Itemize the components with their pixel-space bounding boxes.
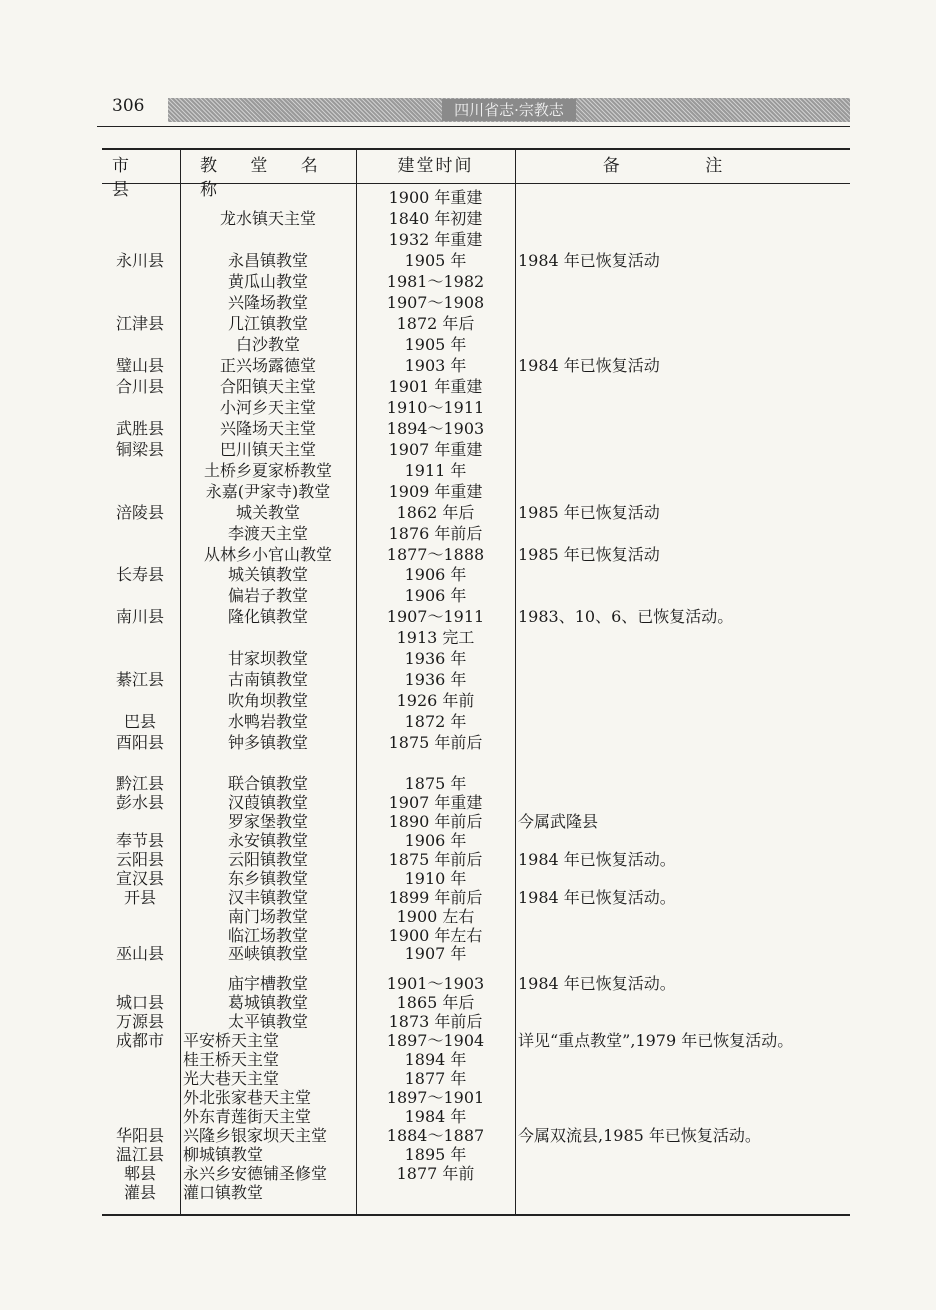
church-name-cell: 灌口镇教堂 bbox=[183, 1183, 264, 1202]
build-time-cell: 1897～1901 bbox=[386, 1088, 485, 1107]
county-cell: 涪陵县 bbox=[115, 503, 164, 522]
build-time-cell: 1897～1904 bbox=[386, 1031, 485, 1050]
build-time-cell: 1901～1903 bbox=[386, 974, 485, 993]
column-header-note: 备 注 bbox=[602, 156, 763, 176]
build-time-cell: 1862 年后 bbox=[396, 503, 475, 522]
church-name-cell: 古南镇教堂 bbox=[227, 670, 308, 689]
build-time-cell: 1865 年后 bbox=[396, 993, 475, 1012]
church-name-cell: 桂王桥天主堂 bbox=[183, 1050, 280, 1069]
note-cell: 1985 年已恢复活动 bbox=[518, 545, 660, 564]
county-cell: 綦江县 bbox=[115, 670, 164, 689]
table-row bbox=[0, 313, 936, 335]
note-cell: 1983、10、6、已恢复活动。 bbox=[518, 607, 734, 626]
running-title: 四川省志·宗教志 bbox=[442, 99, 576, 121]
table-row bbox=[0, 334, 936, 356]
county-cell: 武胜县 bbox=[115, 419, 164, 438]
build-time-cell: 1913 完工 bbox=[396, 628, 475, 647]
church-name-cell: 太平镇教堂 bbox=[227, 1012, 308, 1031]
build-time-cell: 1900 年重建 bbox=[388, 188, 483, 207]
build-time-cell: 1907 年 bbox=[404, 944, 467, 963]
build-time-cell: 1984 年 bbox=[404, 1107, 467, 1126]
church-name-cell: 白沙教堂 bbox=[235, 335, 300, 354]
table-row bbox=[0, 439, 936, 461]
church-name-cell: 水鸭岩教堂 bbox=[227, 712, 308, 731]
county-cell: 巴县 bbox=[123, 712, 156, 731]
build-time-cell: 1894～1903 bbox=[386, 419, 485, 438]
build-time-cell: 1911 年 bbox=[404, 461, 467, 480]
church-name-cell: 几江镇教堂 bbox=[227, 314, 308, 333]
table-row bbox=[0, 250, 936, 272]
county-cell: 城口县 bbox=[115, 993, 164, 1012]
table-row bbox=[0, 292, 936, 314]
note-cell: 1984 年已恢复活动 bbox=[518, 356, 660, 375]
note-cell: 详见“重点教堂”,1979 年已恢复活动。 bbox=[518, 1031, 794, 1050]
build-time-cell: 1907 年重建 bbox=[388, 440, 483, 459]
build-time-cell: 1872 年后 bbox=[396, 314, 475, 333]
church-name-cell: 永嘉(尹家寺)教堂 bbox=[205, 482, 331, 501]
church-name-cell: 平安桥天主堂 bbox=[183, 1031, 280, 1050]
build-time-cell: 1895 年 bbox=[404, 1145, 467, 1164]
county-cell: 华阳县 bbox=[115, 1126, 164, 1145]
county-cell: 璧山县 bbox=[115, 356, 164, 375]
county-cell: 宣汉县 bbox=[115, 869, 164, 888]
build-time-cell: 1906 年 bbox=[404, 586, 467, 605]
church-name-cell: 永昌镇教堂 bbox=[227, 251, 308, 270]
column-header-county: 市 县 bbox=[112, 156, 145, 200]
table-row bbox=[0, 523, 936, 545]
table-row bbox=[0, 544, 936, 566]
build-time-cell: 1926 年前 bbox=[396, 691, 475, 710]
table-row bbox=[0, 460, 936, 482]
note-cell: 1984 年已恢复活动。 bbox=[518, 850, 676, 869]
build-time-cell: 1981～1982 bbox=[386, 272, 485, 291]
note-cell: 今属武隆县 bbox=[518, 812, 599, 831]
table-row bbox=[0, 690, 936, 712]
build-time-cell: 1905 年 bbox=[404, 251, 467, 270]
county-cell: 万源县 bbox=[115, 1012, 164, 1031]
table-row bbox=[0, 606, 936, 628]
church-name-cell: 巫峡镇教堂 bbox=[227, 944, 308, 963]
county-cell: 彭水县 bbox=[115, 793, 164, 812]
build-time-cell: 1906 年 bbox=[404, 565, 467, 584]
county-cell: 酉阳县 bbox=[115, 733, 164, 752]
county-cell: 开县 bbox=[123, 888, 156, 907]
table-row bbox=[0, 1182, 936, 1204]
church-name-cell: 永兴乡安德铺圣修堂 bbox=[183, 1164, 328, 1183]
table-row bbox=[0, 732, 936, 754]
table-row bbox=[0, 208, 936, 230]
column-header-time: 建堂时间 bbox=[397, 156, 474, 176]
table-row bbox=[0, 481, 936, 503]
church-name-cell: 吹角坝教堂 bbox=[227, 691, 308, 710]
build-time-cell: 1840 年初建 bbox=[388, 209, 483, 228]
church-name-cell: 小河乡天主堂 bbox=[219, 398, 316, 417]
church-name-cell: 外北张家巷天主堂 bbox=[183, 1088, 312, 1107]
table-row bbox=[0, 376, 936, 398]
church-name-cell: 兴隆场天主堂 bbox=[219, 419, 316, 438]
church-name-cell: 庙宇槽教堂 bbox=[227, 974, 308, 993]
church-name-cell: 云阳镇教堂 bbox=[227, 850, 308, 869]
county-cell: 铜梁县 bbox=[115, 440, 164, 459]
table-row bbox=[0, 229, 936, 251]
county-cell: 黔江县 bbox=[115, 774, 164, 793]
build-time-cell: 1907 年重建 bbox=[388, 793, 483, 812]
build-time-cell: 1932 年重建 bbox=[388, 230, 483, 249]
church-name-cell: 巴川镇天主堂 bbox=[219, 440, 316, 459]
table-row bbox=[0, 187, 936, 209]
church-name-cell: 隆化镇教堂 bbox=[227, 607, 308, 626]
build-time-cell: 1876 年前后 bbox=[388, 524, 483, 543]
church-name-cell: 外东青莲街天主堂 bbox=[183, 1107, 312, 1126]
table-row bbox=[0, 943, 936, 965]
table-row bbox=[0, 418, 936, 440]
county-cell: 郫县 bbox=[123, 1164, 156, 1183]
church-name-cell: 汉丰镇教堂 bbox=[227, 888, 308, 907]
build-time-cell: 1877 年 bbox=[404, 1069, 467, 1088]
church-name-cell: 城关教堂 bbox=[235, 503, 300, 522]
county-cell: 成都市 bbox=[115, 1031, 164, 1050]
county-cell: 巫山县 bbox=[115, 944, 164, 963]
build-time-cell: 1909 年重建 bbox=[388, 482, 483, 501]
church-name-cell: 合阳镇天主堂 bbox=[219, 377, 316, 396]
build-time-cell: 1901 年重建 bbox=[388, 377, 483, 396]
build-time-cell: 1875 年前后 bbox=[388, 850, 483, 869]
county-cell: 灌县 bbox=[123, 1183, 156, 1202]
build-time-cell: 1872 年 bbox=[404, 712, 467, 731]
build-time-cell: 1936 年 bbox=[404, 649, 467, 668]
church-name-cell: 李渡天主堂 bbox=[227, 524, 308, 543]
church-name-cell: 罗家堡教堂 bbox=[227, 812, 308, 831]
build-time-cell: 1910～1911 bbox=[386, 398, 485, 417]
county-cell: 合川县 bbox=[115, 377, 164, 396]
note-cell: 1984 年已恢复活动 bbox=[518, 251, 660, 270]
church-name-cell: 龙水镇天主堂 bbox=[219, 209, 316, 228]
build-time-cell: 1877 年前 bbox=[396, 1164, 475, 1183]
church-name-cell: 葛城镇教堂 bbox=[227, 993, 308, 1012]
church-name-cell: 柳城镇教堂 bbox=[183, 1145, 264, 1164]
church-name-cell: 土桥乡夏家桥教堂 bbox=[203, 461, 332, 480]
church-name-cell: 永安镇教堂 bbox=[227, 831, 308, 850]
build-time-cell: 1905 年 bbox=[404, 335, 467, 354]
church-name-cell: 城关镇教堂 bbox=[227, 565, 308, 584]
table-row bbox=[0, 627, 936, 649]
build-time-cell: 1910 年 bbox=[404, 869, 467, 888]
church-name-cell: 光大巷天主堂 bbox=[183, 1069, 280, 1088]
build-time-cell: 1875 年前后 bbox=[388, 733, 483, 752]
page-number: 306 bbox=[112, 96, 145, 116]
note-cell: 今属双流县,1985 年已恢复活动。 bbox=[518, 1126, 761, 1145]
build-time-cell: 1900 年左右 bbox=[388, 926, 483, 945]
table-row bbox=[0, 669, 936, 691]
county-cell: 江津县 bbox=[115, 314, 164, 333]
church-name-cell: 从林乡小官山教堂 bbox=[203, 545, 332, 564]
church-name-cell: 兴隆乡银家坝天主堂 bbox=[183, 1126, 328, 1145]
column-header-church: 教 堂 名 称 bbox=[200, 156, 332, 200]
church-name-cell: 甘家坝教堂 bbox=[227, 649, 308, 668]
church-name-cell: 兴隆场教堂 bbox=[227, 293, 308, 312]
build-time-cell: 1936 年 bbox=[404, 670, 467, 689]
church-name-cell: 临江场教堂 bbox=[227, 926, 308, 945]
table-row bbox=[0, 397, 936, 419]
table-row bbox=[0, 648, 936, 670]
build-time-cell: 1873 年前后 bbox=[388, 1012, 483, 1031]
table-row bbox=[0, 502, 936, 524]
build-time-cell: 1899 年前后 bbox=[388, 888, 483, 907]
build-time-cell: 1894 年 bbox=[404, 1050, 467, 1069]
county-cell: 奉节县 bbox=[115, 831, 164, 850]
build-time-cell: 1906 年 bbox=[404, 831, 467, 850]
church-name-cell: 黄瓜山教堂 bbox=[227, 272, 308, 291]
church-name-cell: 联合镇教堂 bbox=[227, 774, 308, 793]
note-cell: 1984 年已恢复活动。 bbox=[518, 974, 676, 993]
county-cell: 永川县 bbox=[115, 251, 164, 270]
build-time-cell: 1877～1888 bbox=[386, 545, 485, 564]
table-row bbox=[0, 564, 936, 586]
church-name-cell: 正兴场露德堂 bbox=[219, 356, 316, 375]
county-cell: 长寿县 bbox=[115, 565, 164, 584]
table-row bbox=[0, 711, 936, 733]
church-name-cell: 偏岩子教堂 bbox=[227, 586, 308, 605]
county-cell: 云阳县 bbox=[115, 850, 164, 869]
build-time-cell: 1884～1887 bbox=[386, 1126, 485, 1145]
church-name-cell: 汉葭镇教堂 bbox=[227, 793, 308, 812]
build-time-cell: 1903 年 bbox=[404, 356, 467, 375]
table-row bbox=[0, 355, 936, 377]
build-time-cell: 1907～1911 bbox=[386, 607, 485, 626]
church-name-cell: 东乡镇教堂 bbox=[227, 869, 308, 888]
note-cell: 1984 年已恢复活动。 bbox=[518, 888, 676, 907]
build-time-cell: 1875 年 bbox=[404, 774, 467, 793]
table-row bbox=[0, 585, 936, 607]
build-time-cell: 1907～1908 bbox=[386, 293, 485, 312]
build-time-cell: 1890 年前后 bbox=[388, 812, 483, 831]
note-cell: 1985 年已恢复活动 bbox=[518, 503, 660, 522]
build-time-cell: 1900 左右 bbox=[396, 907, 475, 926]
county-cell: 温江县 bbox=[115, 1145, 164, 1164]
church-name-cell: 南门场教堂 bbox=[227, 907, 308, 926]
church-name-cell: 钟多镇教堂 bbox=[227, 733, 308, 752]
table-row bbox=[0, 271, 936, 293]
county-cell: 南川县 bbox=[115, 607, 164, 626]
